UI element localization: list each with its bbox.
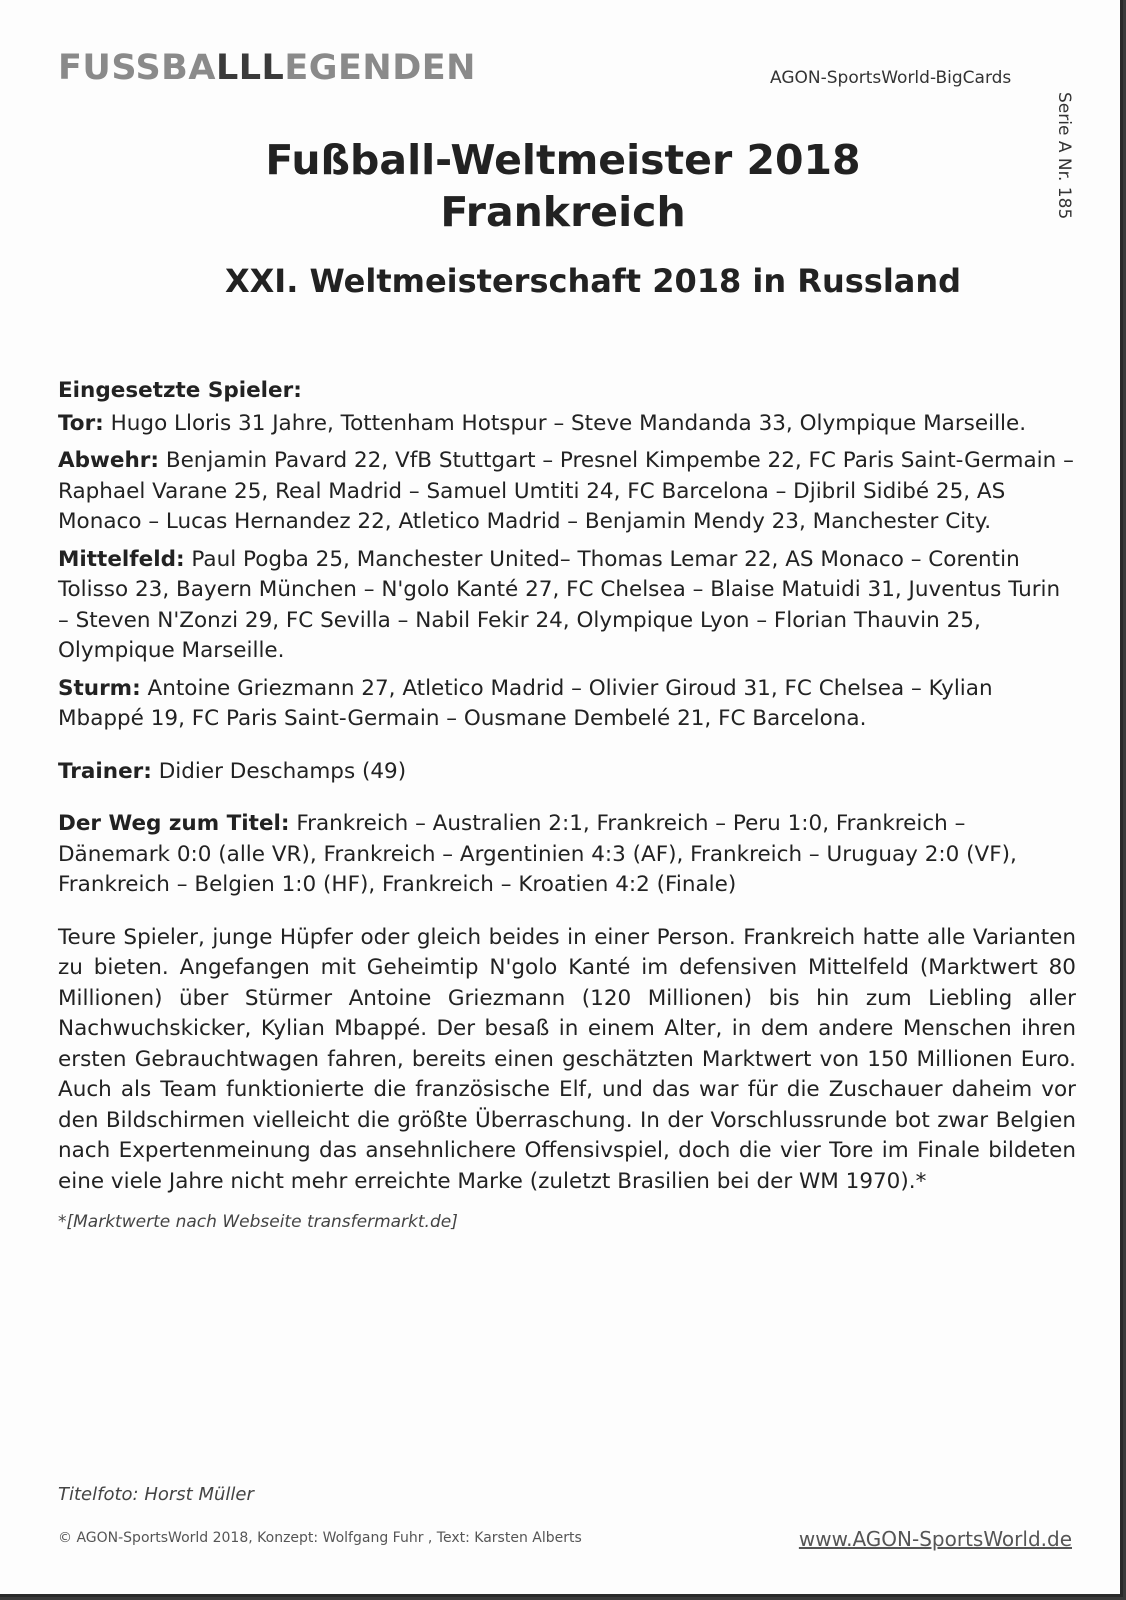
- coach-section: [58, 757, 1076, 788]
- copyright: © AGON-SportsWorld 2018, Konzept: Wolfgang Fuhr , Text: Karsten Alberts: [58, 1530, 582, 1546]
- coach-label: Trainer:: [58, 758, 152, 784]
- path-text: Frankreich – Australien 2:1, Frankreich – Peru 1:0, Frankreich – Dänemark 0:0 (alle VR), Frankreich – Argentinien 4:3 (AF), Frankreich – Uruguay 2:0 (VF), Frankreich – Belgien 1:0 (HF), Frankreich – Kroatien 4:2 (Finale): [58, 811, 1017, 897]
- footnote: *[Marktwerte nach Webseite transfermarkt.de]: [58, 1212, 458, 1232]
- photo-credit: Titelfoto: Horst Müller: [58, 1484, 254, 1505]
- card-title-country: Frankreich: [440, 188, 686, 236]
- card-title: Fußball-Weltmeister 2018: [265, 136, 861, 184]
- goal-text: Hugo Lloris 31 Jahre, Tottenham Hotspur – Steve Mandanda 33, Olympique Marseille.: [103, 410, 1027, 436]
- website-link[interactable]: www.AGON-SportsWorld.de: [798, 1527, 1072, 1551]
- path-label: Der Weg zum Titel:: [58, 811, 290, 836]
- brand-part-3: EGENDEN: [284, 48, 476, 88]
- brand-logo: [58, 48, 476, 88]
- story-paragraph: Teure Spieler, junge Hüpfer oder gleich beides in einer Person. Frankreich hatte alle Varianten zu bieten. Angefangen mit Geheimtip N'golo Kanté im defensiven Mittelfeld (Marktwert 80 Millionen) über Stürmer Antoine Griezmann (120 Millionen) bis hin zum Liebling aller Nachwuchskicker, Kylian Mbappé. Der besaß in einem Alter, in dem andere Menschen ihren ersten Gebrauchtwagen fahren, bereits einen geschätzten Marktwert von 150 Millionen Euro. Auch als Team funktionierte die französische Elf, und das war für die Zuschauer daheim vor den Bildschirmen vielleicht die größte Überraschung. In der Vorschlussrunde bot zwar Belgien nach Expertenmeinung das ansehnlichere Offensivspiel, doch die vier Tore im Finale bildeten eine viele Jahre nicht mehr erreichte Marke (zuletzt Brasilien bei der WM 1970).*: [58, 924, 1076, 1194]
- brand-part-1: FUSSBA: [58, 48, 216, 88]
- defense-text: Benjamin Pavard 22, VfB Stuttgart – Presnel Kimpembe 22, FC Paris Saint-Germain – Raphael Varane 25, Real Madrid – Samuel Umtiti 24, FC Barcelona – Djibril Sidibé 25, AS Monaco – Lucas Hernandez 22, Atletico Madrid – Benjamin Mendy 23, Manchester City.: [58, 448, 1074, 534]
- midfield-section: [58, 545, 1076, 667]
- attack-label: Sturm:: [58, 675, 141, 701]
- card-body: [58, 376, 1076, 1238]
- coach-text: Didier Deschamps (49): [151, 758, 407, 784]
- goal-section: [58, 409, 1076, 440]
- brand-part-2: LLL: [215, 48, 285, 88]
- series-number: Serie A Nr. 185: [1054, 92, 1074, 220]
- series-label: AGON-SportsWorld-BigCards: [770, 68, 1012, 88]
- card-subtitle: XXI. Weltmeisterschaft 2018 in Russland: [224, 262, 962, 300]
- midfield-text: Paul Pogba 25, Manchester United– Thomas Lemar 22, AS Monaco – Corentin Tolisso 23, Bayern München – N'golo Kanté 27, FC Chelsea – Blaise Matuidi 31, Juventus Turin – Steven N'Zonzi 29, FC Sevilla – Nabil Fekir 24, Olympique Lyon – Florian Thauvin 25, Olympique Marseille.: [58, 546, 1061, 663]
- path-section: [58, 809, 1076, 901]
- defense-label: Abwehr:: [58, 448, 159, 473]
- midfield-label: Mittelfeld:: [58, 546, 185, 572]
- goal-label: Tor:: [58, 410, 104, 436]
- attack-text: Antoine Griezmann 27, Atletico Madrid – Olivier Giroud 31, FC Chelsea – Kylian Mbappé 19, FC Paris Saint-Germain – Ousmane Dembelé 21, FC Barcelona.: [58, 675, 993, 731]
- defense-section: [58, 446, 1076, 538]
- attack-section: [58, 674, 1076, 735]
- players-heading: Eingesetzte Spieler:: [58, 378, 302, 403]
